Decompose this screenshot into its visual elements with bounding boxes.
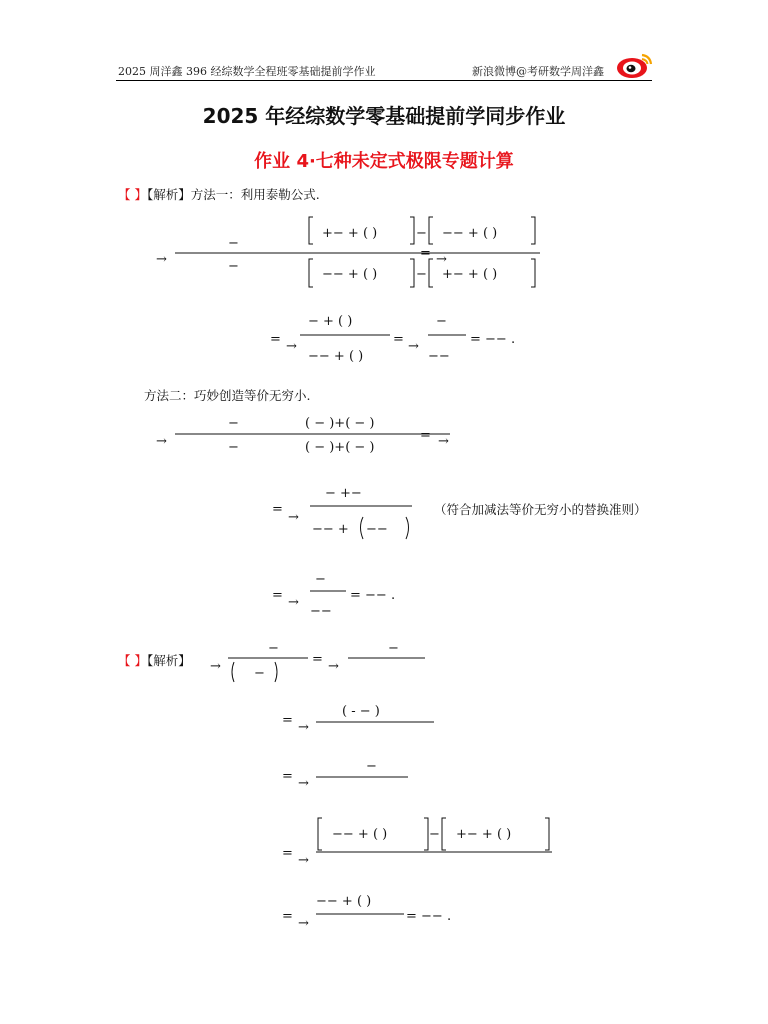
svg-text:=: = — [420, 246, 431, 261]
running-header-left: 2025 周洋鑫 396 经综数学全程班零基础提前学作业 — [118, 65, 376, 78]
svg-text:−: − — [429, 827, 440, 842]
svg-text:→: → — [286, 339, 297, 354]
svg-text:=: = — [282, 769, 293, 784]
svg-text:=: = — [272, 502, 283, 517]
svg-text:→: → — [288, 595, 299, 610]
svg-text:+− + ( ): +− + ( ) — [442, 267, 498, 282]
svg-text:=: = — [393, 332, 404, 347]
svg-text:→: → — [328, 659, 339, 674]
svg-text:−: − — [416, 226, 427, 241]
svg-text:=: = — [282, 846, 293, 861]
svg-text:( - − ): ( - − ) — [342, 704, 380, 719]
svg-text:−− +: −− + — [312, 522, 349, 537]
equation-row-6 — [210, 641, 425, 682]
svg-text:→: → — [288, 510, 299, 525]
problem1-method1: 方法一：利用泰勒公式. — [190, 187, 320, 202]
document-subtitle: 作业 4·七种未定式极限专题计算 — [254, 151, 514, 172]
svg-text:=: = — [420, 428, 431, 443]
problem1-method2: 方法二：巧妙创造等价无穷小. — [144, 388, 311, 403]
svg-text:→: → — [298, 776, 309, 791]
equation-row-2 — [270, 314, 515, 364]
svg-text:− +−: − +− — [325, 486, 362, 501]
svg-text:→: → — [298, 916, 309, 931]
svg-text:−: − — [228, 440, 239, 455]
svg-text:→: → — [436, 252, 447, 267]
equation-row-4 — [272, 486, 412, 539]
svg-text:+− + ( ): +− + ( ) — [322, 226, 378, 241]
svg-text:=: = — [312, 652, 323, 667]
equation-row-9 — [282, 818, 552, 868]
svg-text:→: → — [408, 339, 419, 354]
svg-text:→: → — [210, 659, 221, 674]
svg-text:=: = — [270, 332, 281, 347]
svg-text:→: → — [156, 252, 167, 267]
problem2-label-line — [118, 651, 191, 669]
svg-text:−: − — [436, 314, 447, 329]
svg-text:− + ( ): − + ( ) — [308, 314, 353, 329]
problem2-answer-bracket: 【 】 — [118, 653, 147, 668]
svg-text:−− + ( ): −− + ( ) — [332, 827, 388, 842]
problem2-analysis-label: 【解析】 — [146, 653, 191, 668]
svg-text:= −− .: = −− . — [470, 332, 516, 347]
problem2-equations — [200, 638, 560, 938]
svg-text:−−: −− — [366, 522, 388, 537]
svg-text:−−: −− — [428, 349, 450, 364]
weibo-eye-icon — [614, 51, 654, 79]
svg-text:( − )+( − ): ( − )+( − ) — [305, 416, 375, 431]
svg-text:−: − — [228, 259, 239, 274]
svg-text:−: − — [366, 759, 377, 774]
header-rule — [116, 80, 652, 81]
equation-row-1 — [156, 217, 540, 287]
svg-text:→: → — [298, 720, 309, 735]
running-header-right: 新浪微博@考研数学周洋鑫 — [472, 65, 604, 78]
svg-text:−: − — [228, 416, 239, 431]
svg-text:−: − — [228, 236, 239, 251]
equation-row-3 — [156, 416, 449, 455]
svg-text:=: = — [282, 909, 293, 924]
svg-text:−− + ( ): −− + ( ) — [442, 226, 498, 241]
svg-text:−: − — [388, 641, 399, 656]
svg-text:−−: −− — [310, 604, 332, 615]
svg-text:−: − — [416, 267, 427, 282]
svg-text:= −− .: = −− . — [350, 588, 396, 603]
equation-row-8 — [282, 759, 408, 791]
svg-text:−− + ( ): −− + ( ) — [316, 894, 372, 909]
svg-text:→: → — [438, 434, 449, 449]
problem1-analysis-label: 【解析】 — [146, 187, 191, 202]
equation-row-5 — [272, 572, 395, 615]
svg-text:−− + ( ): −− + ( ) — [322, 267, 378, 282]
svg-text:−: − — [315, 572, 326, 587]
document-title: 2025 年经综数学零基础提前学同步作业 — [202, 104, 566, 128]
equation-row-10 — [282, 894, 451, 931]
svg-text:→: → — [298, 853, 309, 868]
problem1-label-line — [118, 185, 320, 203]
svg-text:=: = — [272, 588, 283, 603]
problem1-method2-equations — [150, 405, 450, 615]
problem1-method1-equations — [150, 210, 550, 370]
svg-text:= −− .: = −− . — [406, 909, 452, 924]
svg-text:−: − — [254, 666, 265, 681]
svg-text:−: − — [268, 641, 279, 656]
problem1-answer-bracket: 【 】 — [118, 187, 147, 202]
svg-text:=: = — [282, 713, 293, 728]
svg-text:→: → — [156, 434, 167, 449]
problem1-replacement-note: （符合加减法等价无穷小的替换准则） — [434, 502, 647, 517]
svg-text:−− + ( ): −− + ( ) — [308, 349, 364, 364]
svg-text:+− + ( ): +− + ( ) — [456, 827, 512, 842]
svg-text:( − )+( − ): ( − )+( − ) — [305, 440, 375, 455]
equation-row-7 — [282, 704, 434, 735]
